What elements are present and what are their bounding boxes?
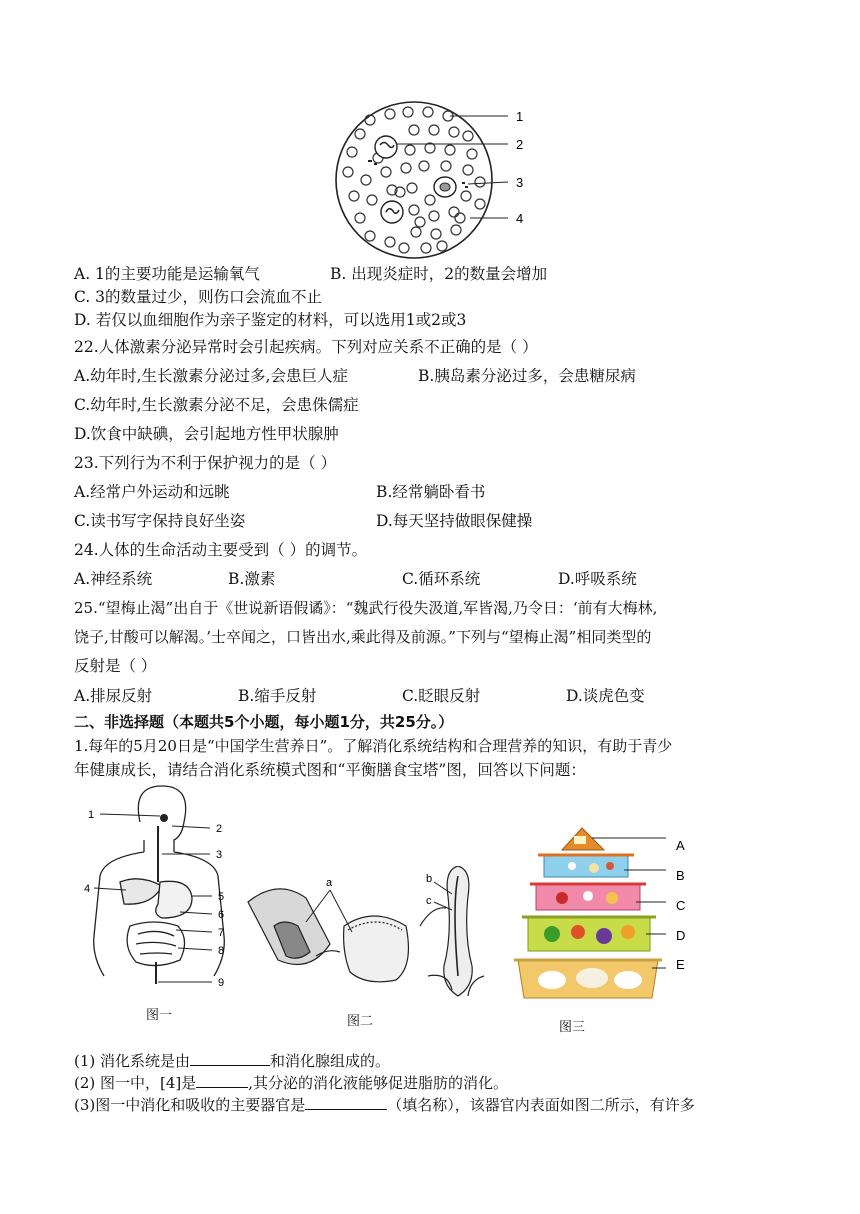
- blood-label-2: 2: [516, 137, 524, 152]
- blood-label-1: 1: [516, 109, 524, 124]
- q22-option-b: B.胰岛素分泌过多，会患糖尿病: [418, 367, 636, 385]
- answer-blank-3[interactable]: [305, 1095, 387, 1110]
- white-blood-cell: [375, 136, 397, 158]
- sub-question-3: [74, 1095, 695, 1115]
- q21-option-c: C. 3的数量过少，则伤口会流血不止: [74, 288, 323, 306]
- q25-option-c: C.眨眼反射: [402, 687, 481, 705]
- q25-option-b: B.缩手反射: [238, 687, 317, 705]
- fig3-caption: 图三: [559, 1020, 586, 1035]
- sub-question-1-before: (1) 消化系统是由: [74, 1052, 191, 1070]
- q24-option-b: B.激素: [228, 570, 276, 588]
- white-blood-cell: [381, 201, 403, 223]
- section2-q1-line-1: 1.每年的5月20日是“中国学生营养日”。了解消化系统结构和合理营养的知识，有助于青少: [74, 737, 673, 755]
- q24-stem: 24.人体的生命活动主要受到（ ）的调节。: [74, 541, 368, 559]
- q21-option-a: A. 1的主要功能是运输氧气: [74, 265, 260, 283]
- q23-option-c: C.读书写字保持良好坐姿: [74, 512, 246, 530]
- q23-option-d: D.每天坚持做眼保健操: [376, 512, 533, 530]
- section2-q1-line-2: 年健康成长，请结合消化系统模式图和“平衡膳食宝塔”图，回答以下问题：: [74, 761, 586, 779]
- fig2-label-b: b: [426, 873, 433, 885]
- q25-option-a: A.排尿反射: [74, 687, 153, 705]
- fig2-label-c: c: [426, 895, 432, 907]
- fig1-caption: 图一: [146, 1008, 173, 1023]
- fig1-label-3: 3: [216, 849, 223, 861]
- fig3-label-c: C: [676, 898, 686, 913]
- q22-option-c: C.幼年时,生长激素分泌不足，会患侏儒症: [74, 396, 359, 414]
- q25-line-3: 反射是（ ）: [74, 657, 157, 675]
- white-blood-cell: [434, 177, 456, 197]
- sub-question-2-after: ,其分泌的消化液能够促进脂肪的消化。: [248, 1074, 509, 1092]
- answer-blank-2[interactable]: [196, 1073, 248, 1088]
- fig2-label-a: a: [326, 877, 333, 889]
- q22-option-a: A.幼年时,生长激素分泌过多,会患巨人症: [74, 367, 348, 385]
- q21-option-b: B. 出现炎症时，2的数量会增加: [330, 265, 548, 283]
- q24-option-c: C.循环系统: [402, 570, 481, 588]
- sub-question-2-before: (2) 图一中，[4]是: [74, 1074, 197, 1092]
- blood-label-3: 3: [516, 175, 524, 190]
- sub-question-3-after: （填名称），该器官内表面如图二所示，有许多: [387, 1096, 695, 1114]
- fig3-label-e: E: [676, 957, 685, 972]
- sub-question-1: [74, 1051, 390, 1071]
- sub-question-2: [74, 1073, 508, 1093]
- q22-stem: 22.人体激素分泌异常时会引起疾病。下列对应关系不正确的是（ ）: [74, 338, 538, 356]
- fig1-label-7: 7: [218, 927, 225, 939]
- q21-option-d: D. 若仅以血细胞作为亲子鉴定的材料，可以选用1或2或3: [74, 311, 467, 329]
- q25-option-d: D.谈虎色变: [566, 687, 645, 705]
- fig2-caption: 图二: [347, 1014, 374, 1029]
- sub-question-3-before: (3)图一中消化和吸收的主要器官是: [74, 1096, 306, 1114]
- fig3-label-a: A: [676, 838, 685, 853]
- answer-blank-1[interactable]: [190, 1051, 270, 1066]
- fig1-label-8: 8: [218, 945, 225, 957]
- digestive-system-figure: [80, 782, 240, 1002]
- fig1-label-5: 5: [218, 891, 225, 903]
- food-pyramid-figure: [512, 822, 702, 1002]
- fig1-label-2: 2: [216, 823, 223, 835]
- section-2-heading: 二、非选择题（本题共5个小题，每小题1分，共25分。）: [74, 713, 454, 731]
- fig1-label-9: 9: [218, 977, 225, 989]
- q22-option-d: D.饮食中缺碘，会引起地方性甲状腺肿: [74, 425, 339, 443]
- blood-label-4: 4: [516, 211, 524, 226]
- blood-smear-figure: [330, 100, 540, 265]
- fig1-label-6: 6: [218, 909, 225, 921]
- fig1-label-1: 1: [88, 809, 95, 821]
- q24-option-a: A.神经系统: [74, 570, 153, 588]
- q23-option-b: B.经常躺卧看书: [376, 483, 486, 501]
- fig3-label-d: D: [676, 928, 686, 943]
- small-intestine-figure: [244, 866, 499, 998]
- sub-question-1-after: 和消化腺组成的。: [270, 1052, 391, 1070]
- q25-line-2: 饶子,甘酸可以解渴。’士卒闻之，口皆出水,乘此得及前源。”下列与“望梅止渴”相同类型的: [74, 628, 652, 646]
- q23-stem: 23.下列行为不利于保护视力的是（ ）: [74, 454, 337, 472]
- q23-option-a: A.经常户外运动和远眺: [74, 483, 230, 501]
- q24-option-d: D.呼吸系统: [558, 570, 637, 588]
- fig1-label-4: 4: [84, 883, 91, 895]
- fig3-label-b: B: [676, 868, 685, 883]
- q25-line-1: 25.“望梅止渴”出自于《世说新语假谲》：“魏武行役失汲道,军皆渴,乃令日：‘前有大梅林,: [74, 599, 658, 617]
